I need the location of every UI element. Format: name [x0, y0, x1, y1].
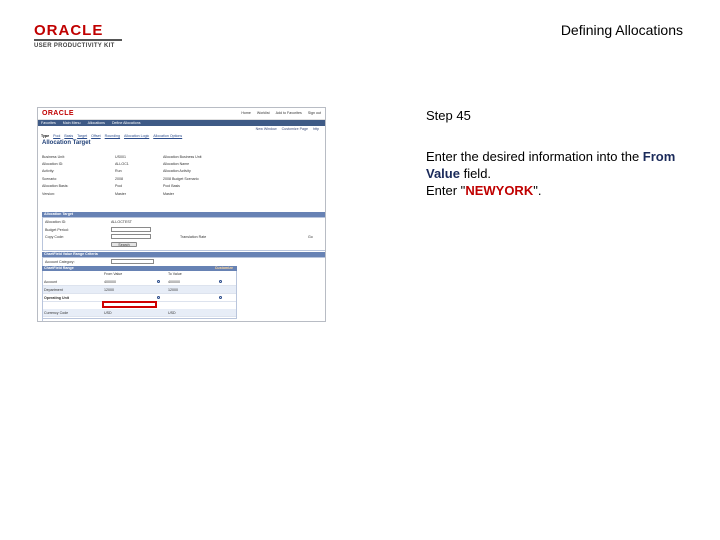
lookup-icon[interactable] [219, 296, 222, 299]
header-link-home[interactable]: Home [241, 111, 251, 115]
tab-target[interactable]: Target [77, 134, 88, 138]
grid-title: ChartField Range [44, 266, 74, 270]
info-desc: Pool Basis [163, 184, 180, 189]
menu-item[interactable]: Allocations [87, 121, 105, 125]
to-value[interactable]: USD [168, 311, 176, 315]
section-header-target: Allocation Target [42, 212, 326, 217]
info-label: Version: [42, 191, 55, 196]
header-link-signout[interactable]: Sign out [307, 111, 321, 115]
page-tabs [41, 134, 182, 138]
oracle-upk-logo [34, 24, 154, 48]
instr-field-name: From Value [426, 149, 676, 181]
tab-allocation-logic[interactable]: Allocation Logic [124, 134, 150, 138]
info-label: Scenario: [42, 176, 58, 181]
alloc-id-value: ALLOCTEST [111, 220, 132, 224]
to-value[interactable]: 400000 [168, 280, 180, 284]
chartfield-range-header [42, 266, 237, 271]
step-panel [426, 107, 696, 199]
section-header-chartfield: ChartField Value Range Criteria [42, 252, 326, 257]
row-label: Account [44, 280, 57, 284]
row-label: Operating Unit [44, 296, 69, 300]
from-value[interactable]: 400000 [104, 280, 116, 284]
copy-code-field[interactable] [111, 234, 151, 239]
info-row [42, 183, 272, 190]
customize-link[interactable]: Customize [214, 266, 233, 270]
logo-subtitle: USER PRODUCTIVITY KIT [34, 43, 115, 49]
lookup-icon[interactable] [157, 280, 160, 283]
tab-offset[interactable]: Offset [91, 134, 101, 138]
info-label: Business Unit: [42, 154, 65, 159]
from-value[interactable]: 12000 [104, 288, 114, 292]
menu-item[interactable]: Define Allocations [111, 121, 141, 125]
app-logo: ORACLE [42, 110, 74, 117]
from-value-input-highlight[interactable] [102, 301, 157, 308]
info-value: Run [115, 169, 122, 174]
table-row [43, 278, 236, 286]
budget-period-field[interactable] [111, 227, 151, 232]
instr-line1-suffix: field. [459, 166, 492, 181]
info-desc: Master [163, 191, 174, 196]
logo-rule [34, 39, 122, 41]
row-label: Currency Code [44, 311, 69, 315]
step-instructions [426, 148, 696, 199]
header-link-worklist[interactable]: Worklist [256, 111, 270, 115]
customize-page-link[interactable]: Customize Page [281, 127, 308, 131]
menu-item[interactable]: Main Menu [62, 121, 81, 125]
page-toolbar [38, 126, 325, 132]
lookup-icon[interactable] [157, 296, 160, 299]
app-header [38, 108, 325, 120]
slide-title: Defining Allocations [560, 22, 683, 38]
info-value: ALLOC1 [115, 162, 129, 167]
page-title: Allocation Target [42, 140, 91, 146]
col-header-from: From Value [104, 272, 123, 276]
info-desc: Allocation Activity [163, 169, 191, 174]
info-value: 2008 [115, 176, 123, 181]
budget-period-label: Budget Period: [45, 228, 69, 232]
info-desc: Allocation Business Unit [163, 154, 202, 159]
step-title: Step 45 [426, 108, 471, 123]
menu-item[interactable]: Favorites [41, 121, 56, 125]
tab-type[interactable]: Type [41, 134, 50, 138]
tab-allocation-options[interactable]: Allocation Options [153, 134, 183, 138]
section-box-target [42, 217, 326, 251]
instr-line1-prefix: Enter the desired information into the [426, 149, 643, 164]
info-value: US001 [115, 154, 126, 159]
oracle-logo-mark: ORACLE [34, 22, 104, 39]
translation-rate-label: Translation Rate [180, 235, 207, 239]
row-label: Department [44, 288, 63, 292]
account-category-label: Account Category: [45, 260, 75, 264]
info-row [42, 190, 272, 197]
header-link-favorites[interactable]: Add to Favorites [275, 111, 302, 115]
new-window-link[interactable]: New Window [255, 127, 277, 131]
tab-rounding[interactable]: Rounding [104, 134, 121, 138]
header-links [241, 111, 321, 115]
table-row [43, 286, 236, 294]
from-value[interactable]: USD [104, 311, 112, 315]
to-value[interactable]: 12000 [168, 288, 178, 292]
info-value: Master [115, 191, 126, 196]
lookup-icon[interactable] [219, 280, 222, 283]
header-info-grid [42, 153, 272, 197]
go-link[interactable]: Go [308, 235, 313, 239]
info-label: Allocation ID: [42, 162, 64, 167]
step-screenshot [37, 107, 326, 322]
http-link[interactable]: http [313, 127, 319, 131]
info-row [42, 175, 272, 182]
instr-line2-suffix: ". [533, 183, 542, 198]
info-label: Activity: [42, 169, 55, 174]
info-value: Pool [115, 184, 123, 189]
search-button[interactable]: Search [111, 242, 137, 247]
account-category-select[interactable] [111, 259, 154, 264]
info-label: Allocation Basis: [42, 184, 69, 189]
copy-code-label: Copy Code: [45, 235, 64, 239]
info-row [42, 153, 272, 160]
alloc-id-label: Allocation ID: [45, 220, 67, 224]
info-desc: 2008 Budget Scenario [163, 176, 199, 181]
tab-basis[interactable]: Basis [64, 134, 74, 138]
instr-line2-prefix: Enter " [426, 183, 466, 198]
info-row [42, 168, 272, 175]
instr-entry-value: NEWYORK [465, 183, 534, 198]
info-row [42, 160, 272, 167]
info-desc: Allocation Name [163, 162, 190, 167]
col-header-to: To Value [168, 272, 182, 276]
tab-pool[interactable]: Pool [53, 134, 61, 138]
table-row [43, 309, 236, 317]
